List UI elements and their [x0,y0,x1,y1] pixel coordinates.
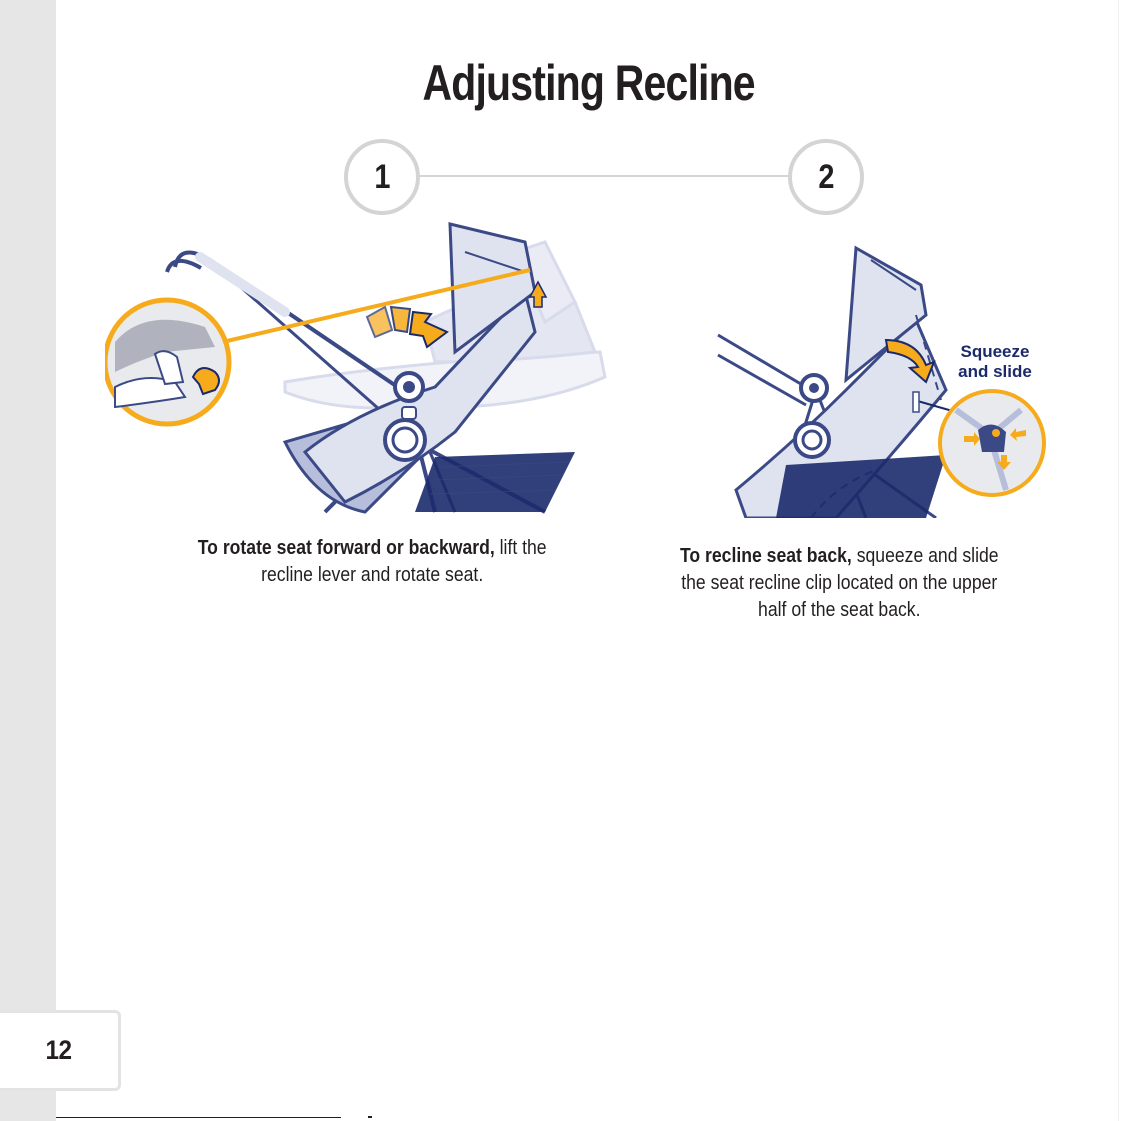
clip-zoom-callout [940,391,1044,495]
step-2-caption-rest: squeeze and slide the seat recline clip located on the upper half of the seat back. [681,545,999,621]
page-edge [1118,0,1119,1121]
page-sidebar [0,0,56,1121]
step-1-caption-rest: lift the recline lever and rotate seat. [261,537,547,586]
step-1-caption-lead: To rotate seat forward or backward, [198,537,496,559]
rotate-arrow [367,307,447,347]
callout-line-2: and slide [958,362,1032,381]
step-1-caption [175,535,570,589]
callout-line-1: Squeeze [960,342,1030,361]
squeeze-slide-label [955,342,1035,382]
step-2-caption-lead: To recline seat back, [680,545,853,567]
page-title [0,54,1121,112]
lever-zoom-callout [105,300,229,424]
step-2-number: 2 [817,157,835,196]
step-1-badge [344,139,420,215]
step-2-badge [788,139,864,215]
step-1-number: 1 [373,157,391,196]
page-title-text: Adjusting Recline [422,55,755,111]
page-number-tab [0,1010,121,1091]
footer-tick [368,1116,372,1118]
stroller-basket-2 [776,455,946,518]
stroller-basket [415,452,575,512]
footer-rule [56,1117,341,1118]
step-connector-line [415,175,793,177]
seat-rotate-illustration [105,212,610,517]
step-2-caption [672,543,1007,624]
page-number: 12 [45,1035,73,1065]
